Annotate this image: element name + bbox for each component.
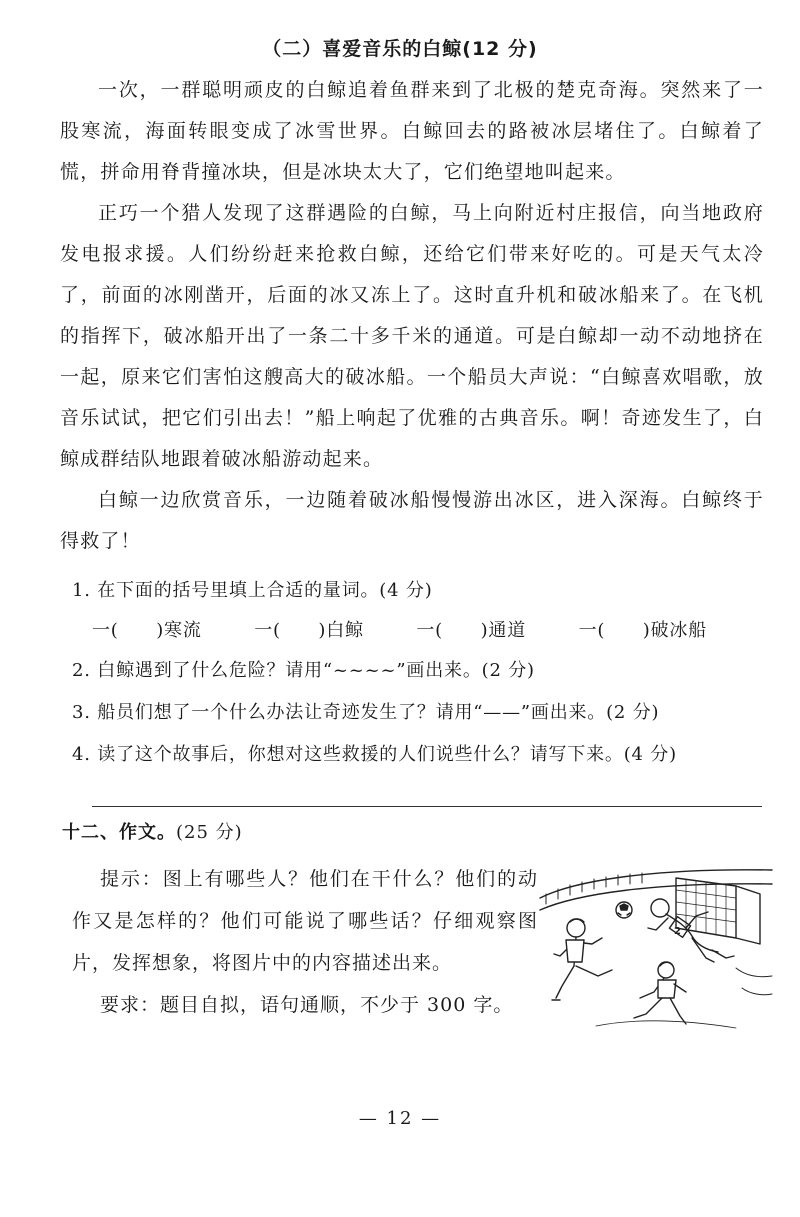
question-3: 3. 船员们想了一个什么办法让奇迹发生了？请用“——”画出来。(2 分) [72, 702, 660, 723]
kicking-player-figure [552, 919, 612, 1000]
soccer-illustration [536, 858, 774, 1038]
passage-paragraph-3: 白鲸一边欣赏音乐，一边随着破冰船慢慢游出冰区，进入深海。白鲸终于得救了！ [60, 489, 764, 552]
question-1: 1. 在下面的括号里填上合适的量词。(4 分) [72, 580, 433, 601]
jersey-number: 2 [674, 926, 681, 937]
page-number: — 12 — [358, 1108, 442, 1129]
composition-heading-label: 十二、作文。 [62, 822, 176, 843]
blank-icebreaker[interactable]: 一( )破冰船 [578, 620, 708, 641]
question-4: 4. 读了这个故事后，你想对这些救援的人们说些什么？请写下来。(4 分) [72, 744, 677, 765]
composition-requirement: 要求：题目自拟，语句通顺，不少于 300 字。 [100, 994, 514, 1016]
question-2: 2. 白鲸遇到了什么危险？请用“~~~~”画出来。(2 分) [72, 660, 535, 681]
question-1-blanks [92, 616, 792, 646]
passage-paragraph-2: 正巧一个猎人发现了这群遇险的白鲸，马上向附近村庄报信，向当地政府发电报求援。人们纷纷赶来抢救白鲸，还给它们带来好吃的。可是天气太冷了，前面的冰刚凿开，后面的冰又冻上了。这时直升机和破冰船来了。在飞机的指挥下，破冰船开出了一条二十多千米的通道。可是白鲸却一动不动地挤在一起，原来它们害怕这艘高大的破冰船。一个船员大声说：“白鲸喜欢唱歌，放音乐试试，把它们引出去！”船上响起了优雅的古典音乐。啊！奇迹发生了，白鲸成群结队地跟着破冰船游动起来。 [60, 202, 764, 470]
running-player-figure [634, 962, 686, 1024]
blank-whales[interactable]: 一( )白鲸 [254, 620, 364, 641]
goal-net [676, 878, 760, 944]
passage-title: （二）喜爱音乐的白鲸(12 分) [262, 38, 538, 60]
composition-hint: 提示：图上有哪些人？他们在干什么？他们的动作又是怎样的？他们可能说了哪些话？仔细观察图片，发挥想象，将图片中的内容描述出来。 [72, 868, 538, 974]
blank-cold-current[interactable]: 一( )寒流 [92, 620, 202, 641]
passage-paragraph-1: 一次，一群聪明顽皮的白鲸追着鱼群来到了北极的楚克奇海。突然来了一股寒流，海面转眼变成了冰雪世界。白鲸回去的路被冰层堵住了。白鲸着了慌，拼命用脊背撞冰块，但是冰块太大了，它们绝望地叫起来。 [60, 79, 764, 183]
composition-heading [62, 818, 243, 848]
soccer-ball [616, 902, 632, 918]
answer-divider-line [92, 806, 762, 807]
composition-points: (25 分) [176, 822, 243, 843]
blank-channel[interactable]: 一( )通道 [416, 620, 527, 641]
